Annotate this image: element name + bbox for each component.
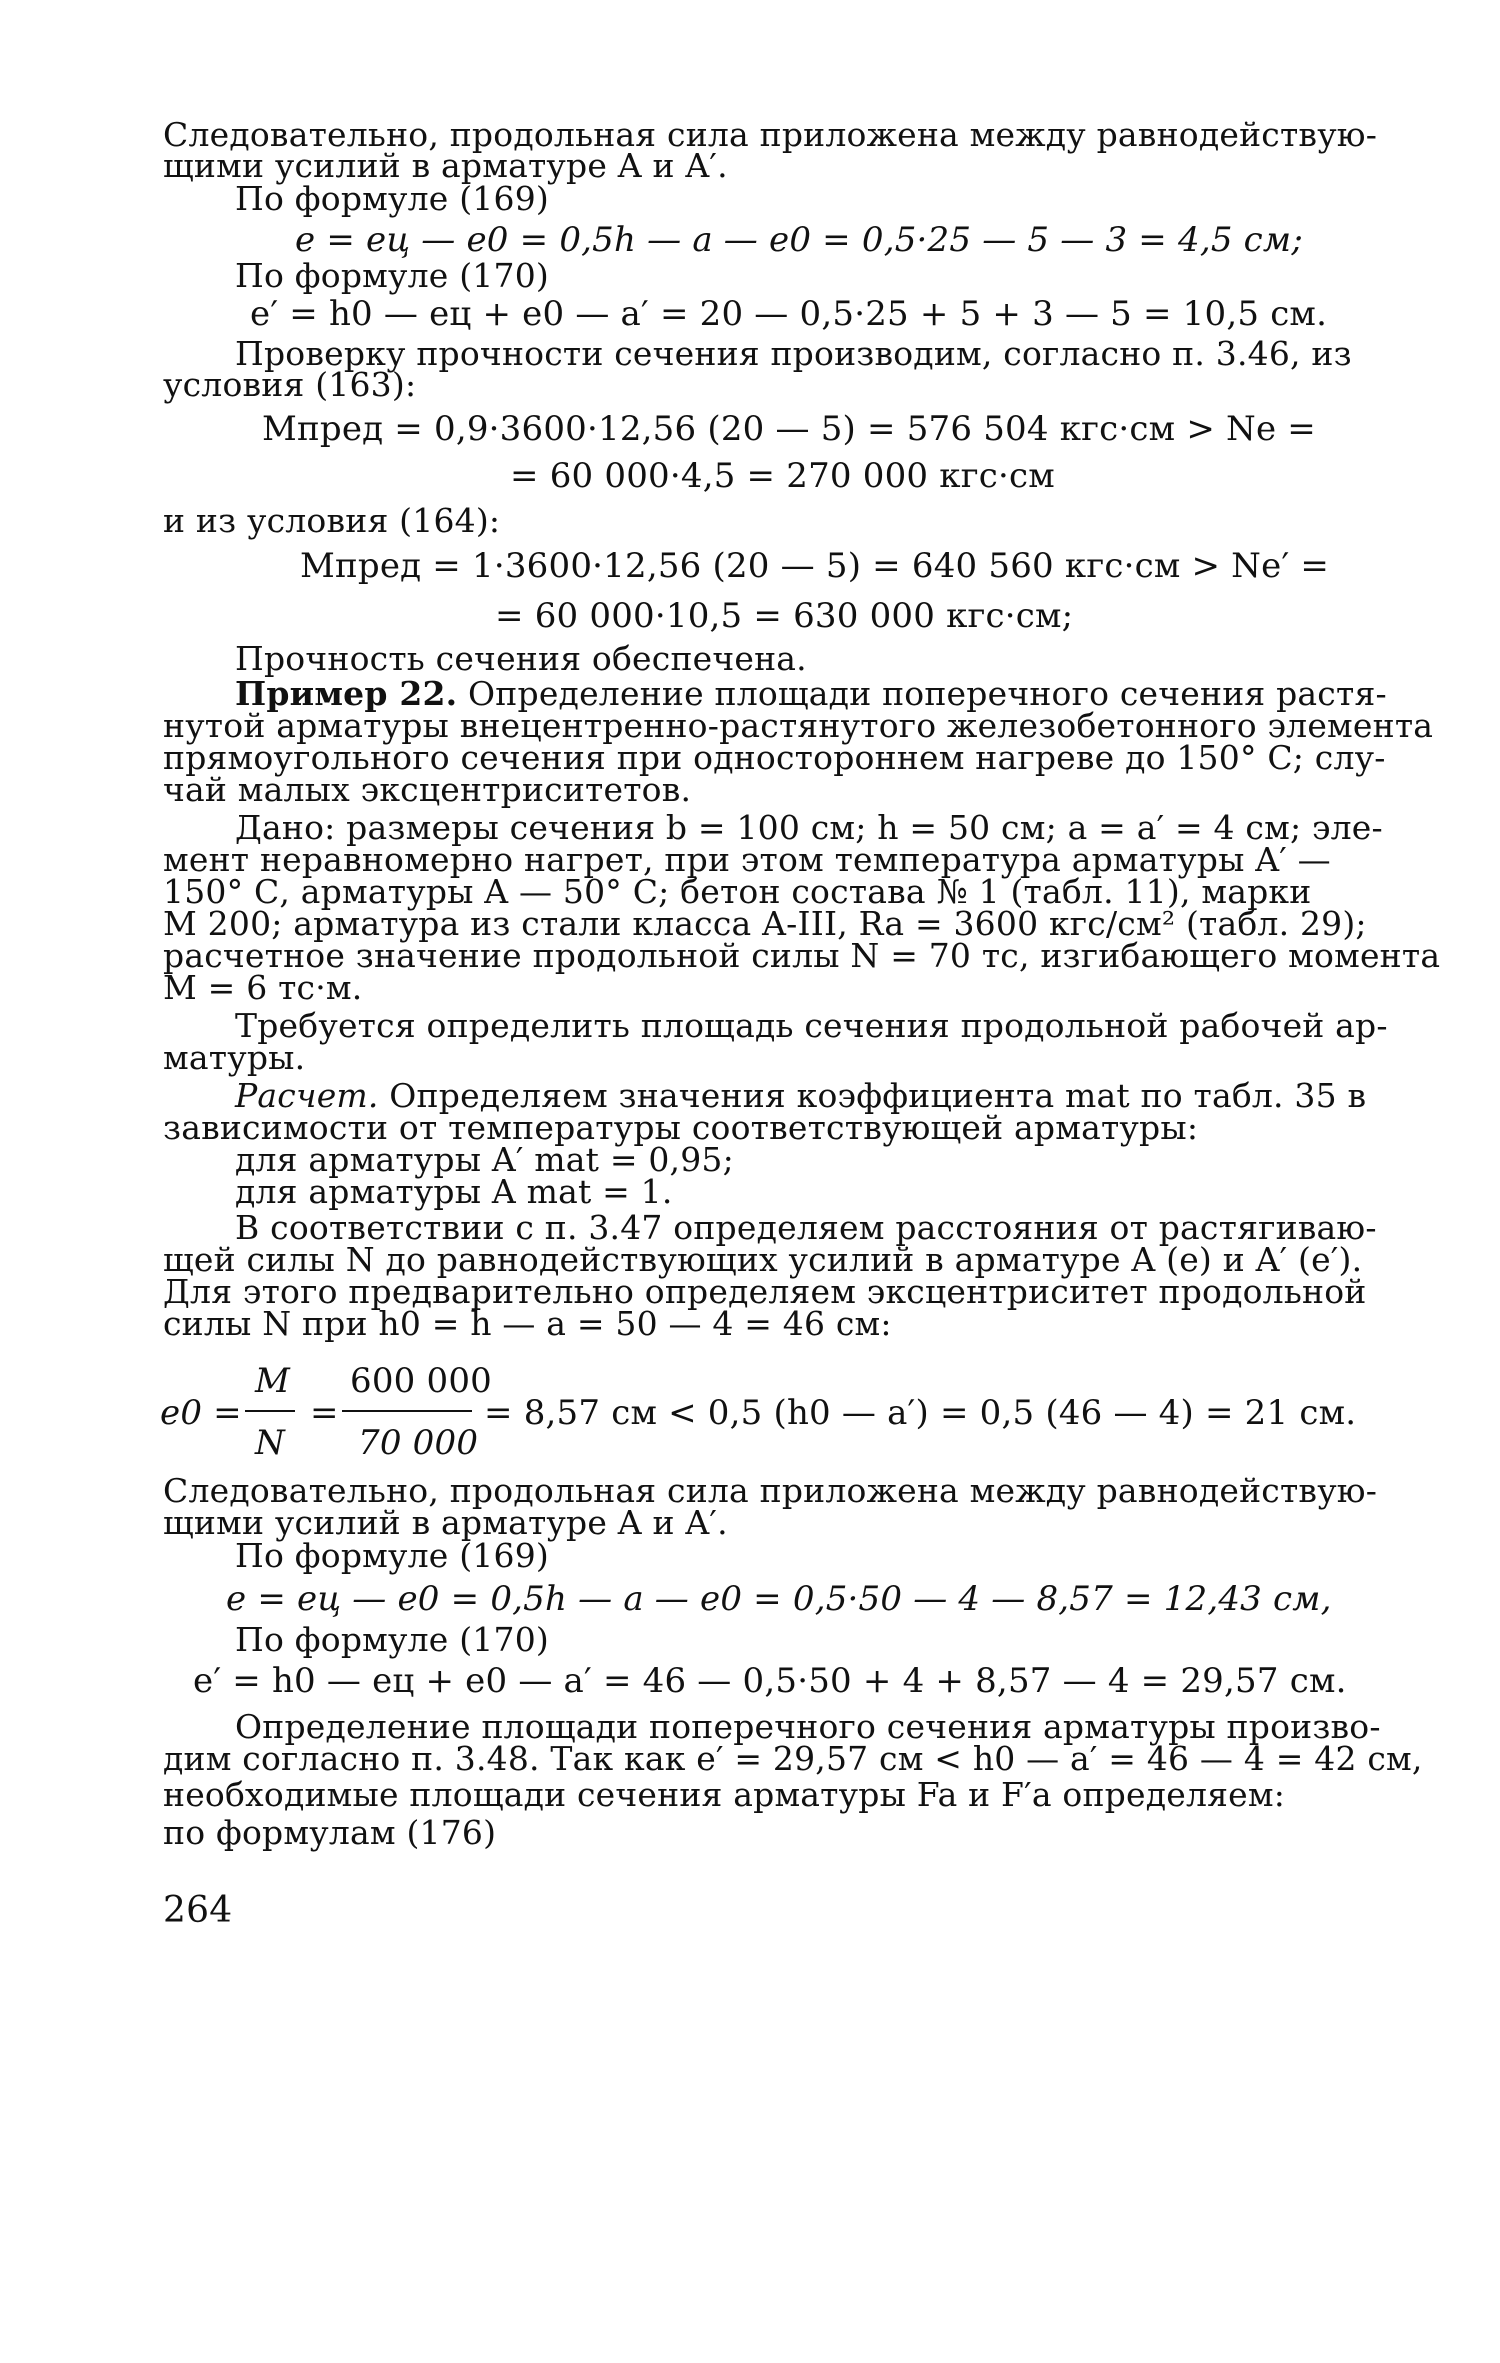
fraction-bar-600000 bbox=[342, 1410, 472, 1412]
given-line-4: M 200; арматура из стали класса A-III, Ra = 3600 кгс/см² (табл. 29); bbox=[163, 904, 1367, 943]
equation-170-first: e′ = h0 — eц + e0 — a′ = 20 — 0,5·25 + 5 + 3 — 5 = 10,5 см. bbox=[250, 294, 1328, 334]
paragraph-348-line-2: дим согласно п. 3.48. Так как e′ = 29,57 см < h0 — a′ = 46 — 4 = 42 см, bbox=[163, 1739, 1423, 1778]
equation-164-line-2: = 60 000·10,5 = 630 000 кгс·см; bbox=[495, 596, 1074, 636]
paragraph-347-line-3: Для этого предварительно определяем эксцентриситет продольной bbox=[163, 1272, 1367, 1311]
paragraph-347-line-1: В соответствии с п. 3.47 определяем расстояния от растягиваю- bbox=[235, 1208, 1377, 1247]
paragraph-1-line-1: Следовательно, продольная сила приложена между равнодействую- bbox=[163, 115, 1378, 154]
paragraph-348-line-4: по формулам (176) bbox=[163, 1813, 497, 1852]
required-line-1: Требуется определить площадь сечения продольной рабочей ар- bbox=[235, 1006, 1388, 1045]
calculation-label: Расчет. bbox=[235, 1076, 379, 1115]
paragraph-348-line-1: Определение площади поперечного сечения арматуры произво- bbox=[235, 1707, 1381, 1746]
example-22-line-4: чай малых эксцентриситетов. bbox=[163, 770, 692, 809]
calculation-line-2: зависимости от температуры соответствующей арматуры: bbox=[163, 1108, 1199, 1147]
formula-169-label-2: По формуле (169) bbox=[235, 1536, 549, 1575]
equation-170-second: e′ = h0 — eц + e0 — a′ = 46 — 0,5·50 + 4 + 8,57 — 4 = 29,57 см. bbox=[193, 1661, 1347, 1701]
example-22-line-3: прямоугольного сечения при одностороннем нагреве до 150° С; слу- bbox=[163, 738, 1386, 777]
formula-170-label: По формуле (170) bbox=[235, 256, 549, 295]
example-22-line-2: нутой арматуры внецентренно-растянутого железобетонного элемента bbox=[163, 706, 1434, 745]
example-22-title: Пример 22. bbox=[235, 674, 458, 713]
equation-163-line-1: Mпред = 0,9·3600·12,56 (20 — 5) = 576 504 кгс·см > Ne = bbox=[262, 409, 1316, 449]
fraction-70000-denominator: 70 000 bbox=[358, 1423, 479, 1463]
equation-164-line-1: Mпред = 1·3600·12,56 (20 — 5) = 640 560 кгс·см > Ne′ = bbox=[300, 546, 1330, 586]
example-22-line-1-rest: Определение площади поперечного сечения растя- bbox=[457, 674, 1387, 713]
paragraph-347-line-2: щей силы N до равнодействующих усилий в арматуре A (e) и A′ (e′). bbox=[163, 1240, 1363, 1279]
strength-ok-text: Прочность сечения обеспечена. bbox=[235, 639, 807, 678]
required-line-2: матуры. bbox=[163, 1038, 306, 1077]
calculation-line-4: для арматуры A mat = 1. bbox=[235, 1172, 673, 1211]
paragraph-348-line-3: необходимые площади сечения арматуры Fa и F′a определяем: bbox=[163, 1775, 1286, 1814]
paragraph-3-line-2: щими усилий в арматуре A и A′. bbox=[163, 1503, 728, 1542]
fraction-600000-numerator: 600 000 bbox=[350, 1361, 492, 1401]
equation-169-second: e = eц — e0 = 0,5h — a — e0 = 0,5·50 — 4 — 8,57 = 12,43 см, bbox=[226, 1579, 1332, 1619]
fraction-bar-m-over-n bbox=[245, 1410, 295, 1412]
calculation-line-1-rest: Определяем значения коэффициента mat по табл. 35 в bbox=[378, 1076, 1367, 1115]
given-line-6: M = 6 тс·м. bbox=[163, 968, 363, 1007]
fraction-m-over-n-denominator: N bbox=[255, 1423, 285, 1463]
condition-164-label: и из условия (164): bbox=[163, 501, 501, 540]
calculation-line-3: для арматуры A′ mat = 0,95; bbox=[235, 1140, 734, 1179]
given-line-5: расчетное значение продольной силы N = 70 тс, изгибающего момента bbox=[163, 936, 1441, 975]
given-line-2: мент неравномерно нагрет, при этом температура арматуры A′ — bbox=[163, 840, 1331, 879]
e0-rhs: = 8,57 см < 0,5 (h0 — a′) = 0,5 (46 — 4) = 21 см. bbox=[484, 1393, 1357, 1433]
formula-169-label: По формуле (169) bbox=[235, 179, 549, 218]
fraction-m-over-n-numerator: M bbox=[255, 1361, 291, 1401]
e0-equals-sign: = bbox=[310, 1393, 339, 1433]
paragraph-3-line-1: Следовательно, продольная сила приложена между равнодействую- bbox=[163, 1471, 1378, 1510]
equation-169-first: e = eц — e0 = 0,5h — a — e0 = 0,5·25 — 5 — 3 = 4,5 см; bbox=[295, 220, 1303, 260]
paragraph-1-line-2: щими усилий в арматуре A и A′. bbox=[163, 146, 728, 185]
e0-lhs: e0 = bbox=[160, 1393, 242, 1433]
formula-170-label-2: По формуле (170) bbox=[235, 1620, 549, 1659]
paragraph-2-line-1: Проверку прочности сечения производим, согласно п. 3.46, из bbox=[235, 334, 1352, 373]
paragraph-347-line-4: силы N при h0 = h — a = 50 — 4 = 46 см: bbox=[163, 1304, 892, 1343]
given-line-1: Дано: размеры сечения b = 100 см; h = 50 см; a = a′ = 4 см; эле- bbox=[235, 808, 1383, 847]
page-number: 264 bbox=[163, 1890, 233, 1931]
given-line-3: 150° С, арматуры A — 50° С; бетон состава № 1 (табл. 11), марки bbox=[163, 872, 1312, 911]
paragraph-2-line-2: условия (163): bbox=[163, 365, 417, 404]
equation-163-line-2: = 60 000·4,5 = 270 000 кгс·см bbox=[510, 456, 1055, 496]
